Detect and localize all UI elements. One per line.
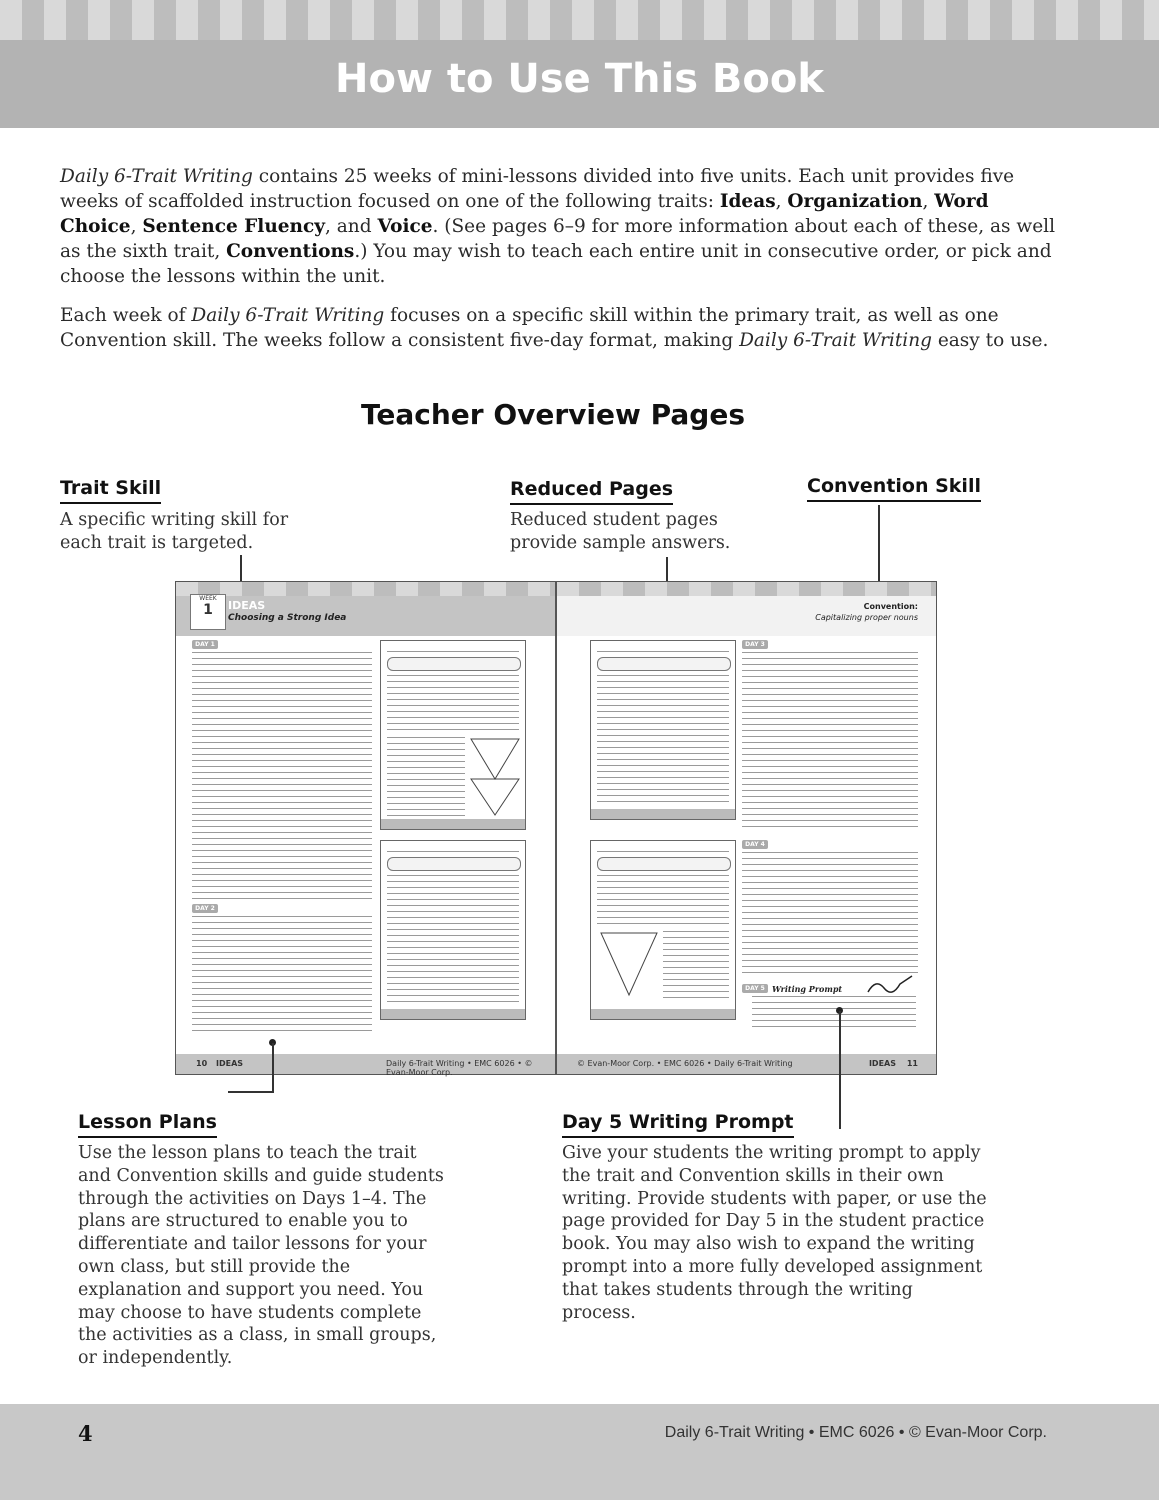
lesson-plans-leader-horizontal [228, 1091, 274, 1093]
right-page-trait: IDEAS [868, 1059, 896, 1068]
right-page-footer [557, 1054, 936, 1074]
pencil-squiggle-icon [866, 974, 916, 996]
intro-paragraph-1: Daily 6-Trait Writing contains 25 weeks of mini-lessons divided into five units. Each unit provides five weeks of scaffolded instruction focused on one of the following traits: Ideas, Organization, Word Choice, Sentence Fluency, and Voice. (See pages 6–9 for more information about each of these, as well as the sixth trait, Conventions.) You may wish to teach each entire unit in consecutive order, or pick and choose the lessons within the unit. [60, 166, 1055, 287]
convention-skill-title: Convention Skill [807, 475, 981, 502]
page-number: 4 [78, 1421, 93, 1446]
reduced-page-1 [380, 640, 526, 830]
day-2-tag: DAY 2 [192, 904, 218, 913]
left-page-credit: Daily 6-Trait Writing • EMC 6026 • © Evan-Moor Corp. [386, 1059, 533, 1077]
trait-sentence-fluency: Sentence Fluency [142, 216, 326, 237]
intro-paragraph-2: Each week of Daily 6-Trait Writing focuses on a specific skill within the primary trait, as well as one Convention skill. The weeks follow a consistent five-day format, making Daily 6-Trait Writing easy to use. [60, 305, 1049, 351]
trait-ideas: Ideas [719, 191, 776, 212]
footer-credit: Daily 6-Trait Writing • EMC 6026 • © Evan-Moor Corp. [664, 1424, 1047, 1441]
book-title: Daily 6-Trait Writing [739, 330, 932, 351]
day-2-text [192, 916, 372, 1036]
page-title: How to Use This Book [335, 56, 824, 102]
day-4-tag: DAY 4 [742, 840, 768, 849]
trait-organization: Organization [787, 191, 923, 212]
trait-voice: Voice [377, 216, 433, 237]
week-badge: WEEK 1 [190, 594, 226, 630]
right-page-number: 11 [906, 1059, 918, 1068]
day-5-text [752, 996, 916, 1032]
day5-prompt-text: Give your students the writing prompt to apply the trait and Convention skills in their own writing. Provide students with paper, or use the page provided for Day 5 in the student practice book. You may also wish to expand the writing prompt into a more fully developed assignment that takes students through the writing process. [562, 1143, 987, 1323]
teacher-overview-spread [175, 581, 937, 1075]
reduced-page-2 [380, 840, 526, 1020]
lesson-plans-text: Use the lesson plans to teach the trait and Convention skills and guide students through the activities on Days 1–4. The plans are structured to enable you to differentiate and tailor lessons for your own class, but still provide the explanation and support you need. You may choose to have students complete the activities as a class, in small groups, or independently. [78, 1143, 444, 1369]
header-stripe [0, 0, 1159, 40]
day-5-caption: Writing Prompt [772, 984, 843, 994]
convention-value: Capitalizing proper nouns [815, 613, 918, 622]
spread-trait: IDEAS [228, 599, 266, 612]
lesson-plans-title: Lesson Plans [78, 1111, 217, 1138]
right-page-credit: © Evan-Moor Corp. • EMC 6026 • Daily 6-Trait Writing [577, 1059, 793, 1068]
page-header [0, 0, 1159, 128]
section-title: Teacher Overview Pages [360, 398, 745, 431]
left-page-trait: IDEAS [216, 1059, 244, 1068]
day5-prompt-title: Day 5 Writing Prompt [562, 1111, 794, 1138]
spread-spine [555, 582, 557, 1074]
reduced-pages-text: Reduced student pages provide sample answers. [510, 510, 731, 553]
trait-skill-title: Trait Skill [60, 477, 161, 504]
trait-word-choice: Word Choice [60, 191, 989, 237]
reduced-page-3 [590, 640, 736, 820]
lesson-plans-leader-vertical [272, 1043, 274, 1093]
day-1-text [192, 652, 372, 902]
day-5-tag: DAY 5 [742, 984, 768, 993]
right-page-stripe [557, 582, 936, 596]
trait-skill-text: A specific writing skill for each trait is targeted. [60, 510, 289, 553]
day5-prompt-leader [839, 1011, 841, 1129]
left-page-stripe [176, 582, 555, 596]
day-3-text [742, 652, 918, 832]
day-3-tag: DAY 3 [742, 640, 768, 649]
left-page-footer [176, 1054, 555, 1077]
convention-label: Convention: [863, 602, 918, 611]
inverted-triangle-diagram [469, 737, 521, 817]
trait-conventions: Conventions [226, 241, 355, 262]
left-page-number: 10 [196, 1059, 208, 1068]
day-4-text [742, 852, 918, 976]
reduced-pages-title: Reduced Pages [510, 478, 673, 505]
book-title: Daily 6-Trait Writing [191, 305, 385, 326]
page-footer [0, 1404, 1159, 1500]
convention-skill-leader [878, 505, 880, 593]
book-title: Daily 6-Trait Writing [60, 166, 253, 187]
triangle-diagram [599, 931, 659, 999]
spread-skill: Choosing a Strong Idea [228, 613, 347, 623]
reduced-page-4 [590, 840, 736, 1020]
day-1-tag: DAY 1 [192, 640, 218, 649]
